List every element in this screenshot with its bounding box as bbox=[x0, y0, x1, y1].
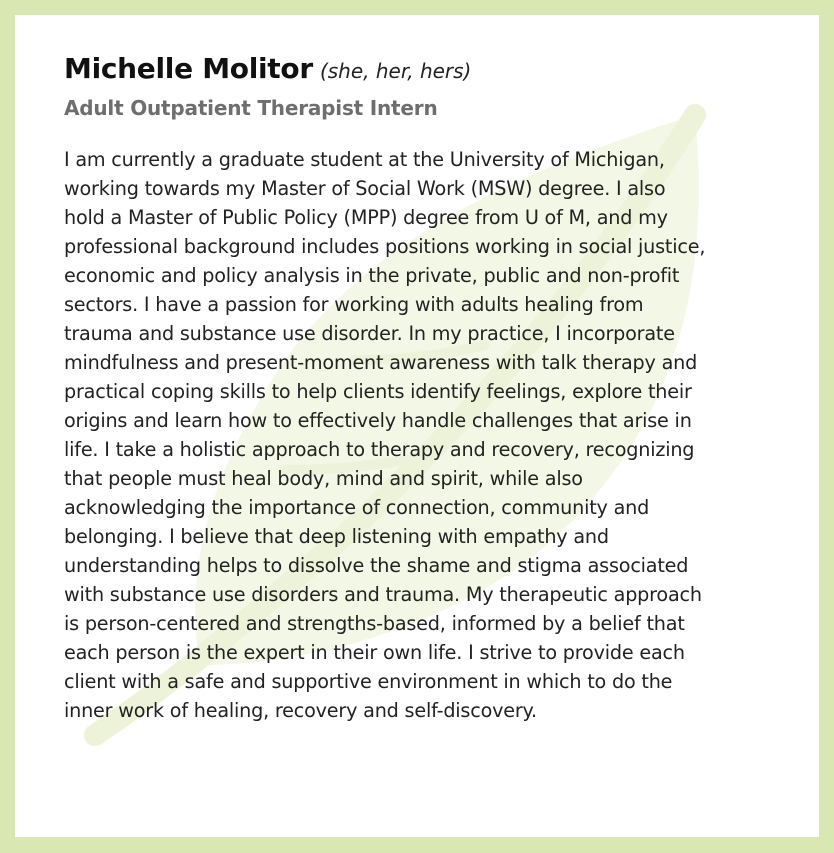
bio-line: belonging. I believe that deep listening with empathy and bbox=[64, 525, 609, 548]
bio-line: trauma and substance use disorder. In my practice, I incorporate bbox=[64, 322, 675, 345]
profile-card bbox=[15, 15, 819, 837]
bio-line: origins and learn how to effectively handle challenges that arise in bbox=[64, 409, 692, 432]
bio-line: professional background includes positions working in social justice, bbox=[64, 235, 706, 258]
bio-line: each person is the expert in their own life. I strive to provide each bbox=[64, 641, 685, 664]
bio-line: hold a Master of Public Policy (MPP) degree from U of M, and my bbox=[64, 206, 668, 229]
bio-line: understanding helps to dissolve the shame and stigma associated bbox=[64, 554, 689, 577]
profile-name: Michelle Molitor bbox=[64, 52, 313, 85]
profile-pronouns: (she, her, hers) bbox=[319, 59, 472, 83]
bio-line: inner work of healing, recovery and self-discovery. bbox=[64, 699, 537, 722]
bio-line: practical coping skills to help clients identify feelings, explore their bbox=[64, 380, 692, 403]
bio-line: sectors. I have a passion for working with adults healing from bbox=[64, 293, 644, 316]
bio-line: economic and policy analysis in the private, public and non-profit bbox=[64, 264, 680, 287]
bio-line: I am currently a graduate student at the University of Michigan, bbox=[64, 148, 665, 171]
bio-line: is person-centered and strengths-based, informed by a belief that bbox=[64, 612, 685, 635]
bio-line: that people must heal body, mind and spirit, while also bbox=[64, 467, 583, 490]
bio-line: working towards my Master of Social Work (MSW) degree. I also bbox=[64, 177, 666, 200]
name-line bbox=[64, 49, 784, 93]
bio-line: acknowledging the importance of connection, community and bbox=[64, 496, 650, 519]
profile-bio bbox=[64, 145, 784, 725]
bio-line: mindfulness and present-moment awareness with talk therapy and bbox=[64, 351, 698, 374]
bio-line: client with a safe and supportive environment in which to do the bbox=[64, 670, 673, 693]
bio-line: with substance use disorders and trauma. My therapeutic approach bbox=[64, 583, 702, 606]
profile-title: Adult Outpatient Therapist Intern bbox=[64, 96, 438, 120]
bio-line: life. I take a holistic approach to therapy and recovery, recognizing bbox=[64, 438, 695, 461]
profile-content bbox=[64, 49, 784, 725]
